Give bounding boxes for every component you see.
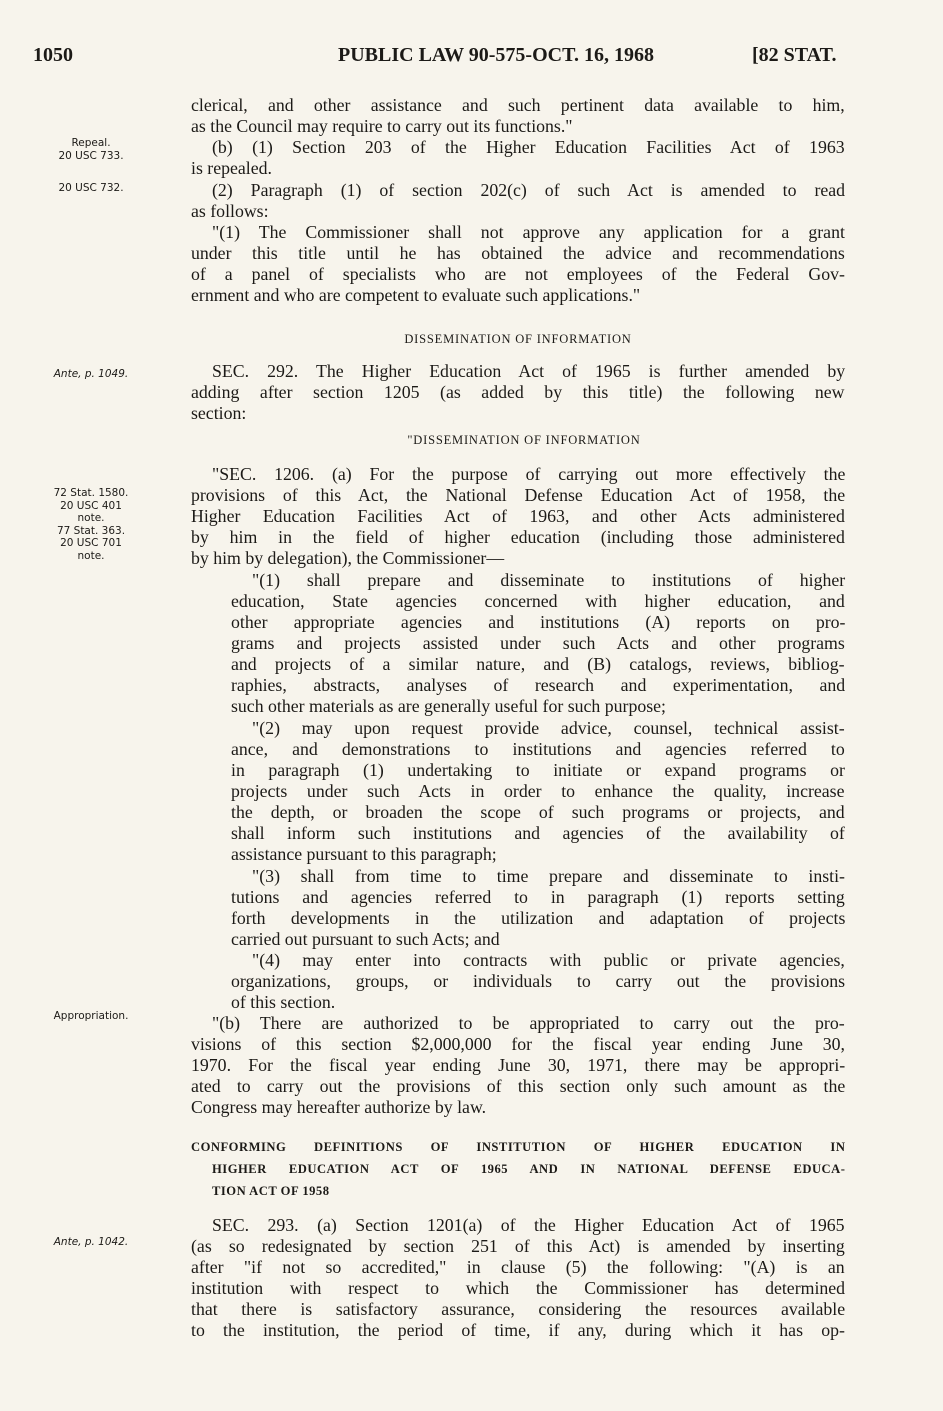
- text-line: visions of this section $2,000,000 for the fiscal year ending June 30,: [191, 1034, 845, 1054]
- text-line: other appropriate agencies and institutions (A) reports on pro-: [231, 612, 846, 632]
- text-line: "(3) shall from time to time prepare and disseminate to insti-: [252, 866, 845, 886]
- text-line: is repealed.: [191, 158, 272, 178]
- margin-note-text: Repeal. 20 USC 733.: [58, 137, 124, 162]
- section-heading: DISSEMINATION OF INFORMATION: [404, 332, 632, 346]
- text-line: as follows:: [191, 201, 269, 221]
- text-line: in paragraph (1) undertaking to initiate or expand programs or: [231, 760, 845, 780]
- margin-note-text: Ante, p. 1049.: [53, 368, 129, 380]
- text-line: SEC. 293. (a) Section 1201(a) of the Higher Education Act of 1965: [212, 1215, 845, 1235]
- margin-note-text: Appropriation.: [53, 1010, 129, 1022]
- text-line: ance, and demonstrations to institutions and agencies referred to: [231, 739, 845, 759]
- section-heading: HIGHER EDUCATION ACT OF 1965 AND IN NATIONAL DEFENSE EDUCA-: [212, 1162, 846, 1176]
- page-title: PUBLIC LAW 90-575-OCT. 16, 1968: [338, 44, 654, 66]
- margin-note-usc732: [16, 182, 166, 195]
- text-line: "(2) may upon request provide advice, counsel, technical assist-: [252, 718, 845, 738]
- text-line: such other materials as are generally useful for such purpose;: [231, 696, 666, 716]
- text-line: (as so redesignated by section 251 of this Act) is amended by inserting: [191, 1236, 845, 1256]
- text-line: provisions of this Act, the National Defense Education Act of 1958, the: [191, 485, 846, 505]
- text-line: under this title until he has obtained the advice and recommendations: [191, 243, 845, 263]
- text-line: after "if not so accredited," in clause (5) the following: "(A) is an: [191, 1257, 845, 1277]
- text-line: projects under such Acts in order to enhance the quality, increase: [231, 781, 845, 801]
- margin-note-text: 72 Stat. 1580. 20 USC 401 note. 77 Stat. 363. 20 USC 701 note.: [53, 487, 129, 562]
- text-line: "(1) shall prepare and disseminate to institutions of higher: [252, 570, 846, 590]
- margin-note-stat-refs: [16, 487, 166, 562]
- text-line: assistance pursuant to this paragraph;: [231, 844, 497, 864]
- margin-note-appropriation: [16, 1010, 166, 1023]
- text-line: carried out pursuant to such Acts; and: [231, 929, 500, 949]
- text-line: of this section.: [231, 992, 336, 1012]
- page-number: 1050: [33, 44, 73, 66]
- text-line: (2) Paragraph (1) of section 202(c) of such Act is amended to read: [212, 180, 846, 200]
- text-line: ernment and who are competent to evaluate such applications.": [191, 285, 641, 305]
- margin-note-ante-1049: [16, 368, 166, 381]
- text-line: organizations, groups, or individuals to carry out the provisions: [231, 971, 846, 991]
- margin-note-text: Ante, p. 1042.: [53, 1236, 129, 1248]
- section-heading: CONFORMING DEFINITIONS OF INSTITUTION OF HIGHER EDUCATION IN: [191, 1140, 846, 1154]
- text-line: shall inform such institutions and agencies of the availability of: [231, 823, 845, 843]
- text-line: that there is satisfactory assurance, considering the resources available: [191, 1299, 846, 1319]
- text-line: clerical, and other assistance and such pertinent data available to him,: [191, 95, 845, 115]
- text-line: "(4) may enter into contracts with public or private agencies,: [252, 950, 845, 970]
- text-line: (b) (1) Section 203 of the Higher Education Facilities Act of 1963: [212, 137, 845, 157]
- section-heading: TION ACT OF 1958: [212, 1184, 330, 1198]
- stat-reference: [82 STAT.: [752, 44, 837, 66]
- text-line: Congress may hereafter authorize by law.: [191, 1097, 487, 1117]
- text-line: section:: [191, 403, 247, 423]
- text-line: raphies, abstracts, analyses of research and experimentation, and: [231, 675, 846, 695]
- text-line: of a panel of specialists who are not employees of the Federal Gov-: [191, 264, 845, 284]
- text-line: ated to carry out the provisions of this section only such amount as the: [191, 1076, 846, 1096]
- margin-note-text: 20 USC 732.: [58, 182, 124, 194]
- text-line: grams and projects assisted under such Acts and other programs: [231, 633, 845, 653]
- text-line: by him in the field of higher education (including those administered: [191, 527, 845, 547]
- margin-note-repeal: [16, 137, 166, 162]
- text-line: tutions and agencies referred to in paragraph (1) reports setting: [231, 887, 845, 907]
- text-line: "(b) There are authorized to be appropriated to carry out the pro-: [212, 1013, 845, 1033]
- text-line: "(1) The Commissioner shall not approve any application for a grant: [212, 222, 845, 242]
- text-line: "SEC. 1206. (a) For the purpose of carrying out more effectively the: [212, 464, 846, 484]
- text-line: 1970. For the fiscal year ending June 30, 1971, there may be appropri-: [191, 1055, 846, 1075]
- text-line: the depth, or broaden the scope of such programs or projects, and: [231, 802, 845, 822]
- text-line: SEC. 292. The Higher Education Act of 1965 is further amended by: [212, 361, 846, 381]
- text-line: adding after section 1205 (as added by this title) the following new: [191, 382, 845, 402]
- text-line: to the institution, the period of time, if any, during which it has op-: [191, 1320, 845, 1340]
- margin-note-ante-1042: [16, 1236, 166, 1249]
- text-line: as the Council may require to carry out its functions.": [191, 116, 573, 136]
- text-line: and projects of a similar nature, and (B) catalogs, reviews, bibliog-: [231, 654, 845, 674]
- text-line: by him by delegation), the Commissioner—: [191, 548, 505, 568]
- section-heading: "DISSEMINATION OF INFORMATION: [407, 433, 641, 447]
- text-line: institution with respect to which the Commissioner has determined: [191, 1278, 846, 1298]
- text-line: education, State agencies concerned with higher education, and: [231, 591, 845, 611]
- text-line: Higher Education Facilities Act of 1963, and other Acts administered: [191, 506, 845, 526]
- text-line: forth developments in the utilization and adaptation of projects: [231, 908, 846, 928]
